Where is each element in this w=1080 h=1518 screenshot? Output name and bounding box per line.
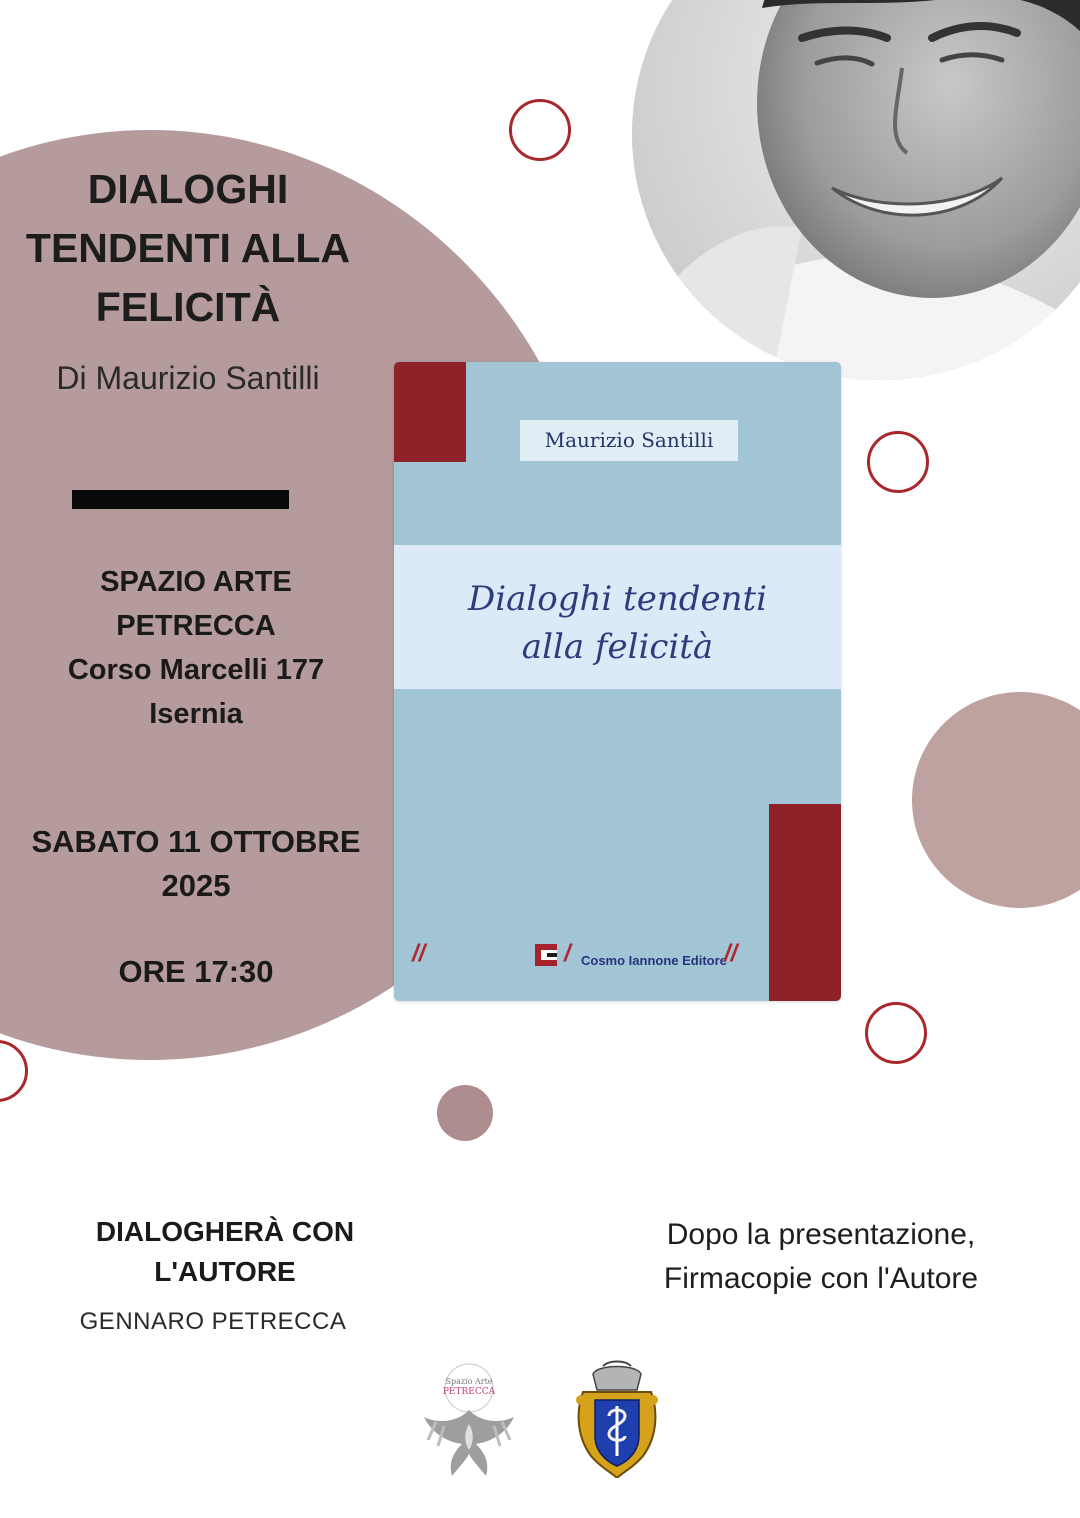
book-slashes-right: // [724, 940, 738, 967]
event-title-line: DIALOGHI [87, 166, 289, 212]
venue-line: Isernia [149, 698, 243, 730]
date-line: SABATO 11 OTTOBRE [31, 824, 361, 859]
author-portrait-photo [632, 0, 1080, 380]
publisher-name: Cosmo Iannone Editore [581, 953, 727, 968]
phoenix-logo-icon [418, 1362, 520, 1480]
event-venue [14, 560, 378, 736]
venue-line: SPAZIO ARTE [100, 566, 292, 598]
svg-text:Spazio Arte: Spazio Arte [445, 1377, 493, 1386]
ring-right-upper [867, 431, 929, 493]
event-title-line: FELICITÀ [95, 284, 281, 330]
date-line: 2025 [161, 868, 231, 903]
ring-top-center [509, 99, 571, 161]
right-decorative-blob [912, 692, 1080, 908]
discussion-heading-line: L'AUTORE [154, 1256, 296, 1287]
venue-line: PETRECCA [116, 610, 276, 642]
ring-left-edge [0, 1040, 28, 1102]
venue-line: Corso Marcelli 177 [67, 654, 325, 686]
black-divider-bar [72, 490, 289, 509]
after-event-line: Dopo la presentazione, [666, 1218, 976, 1251]
book-title-line: alla felicità [521, 627, 714, 667]
event-title [0, 160, 376, 337]
event-date [14, 820, 378, 908]
book-cover-author: Maurizio Santilli [520, 420, 738, 461]
small-decorative-dot [437, 1085, 493, 1141]
book-title-line: Dialoghi tendenti [467, 579, 768, 619]
book-slashes-left: // [412, 940, 426, 967]
publisher-slash: / [564, 940, 571, 967]
book-cover [394, 362, 841, 1001]
after-event-line: Firmacopie con l'Autore [663, 1262, 979, 1295]
after-event-note [612, 1213, 1030, 1301]
book-red-corner-top-left [394, 362, 466, 462]
discussion-heading-line: DIALOGHERÀ CON [95, 1216, 355, 1247]
event-time: ORE 17:30 [118, 954, 274, 989]
event-title-line: TENDENTI ALLA [25, 225, 351, 271]
event-author: Di Maurizio Santilli [56, 360, 320, 396]
discussion-heading [70, 1212, 380, 1292]
moderator-name: GENNARO PETRECCA [79, 1308, 347, 1335]
publisher-logo-icon [535, 944, 559, 968]
book-red-corner-bottom-right [769, 804, 841, 1001]
svg-text:PETRECCA: PETRECCA [442, 1387, 496, 1397]
ring-right-lower [865, 1002, 927, 1064]
book-cover-title [394, 575, 841, 671]
coat-of-arms-icon [573, 1360, 661, 1478]
